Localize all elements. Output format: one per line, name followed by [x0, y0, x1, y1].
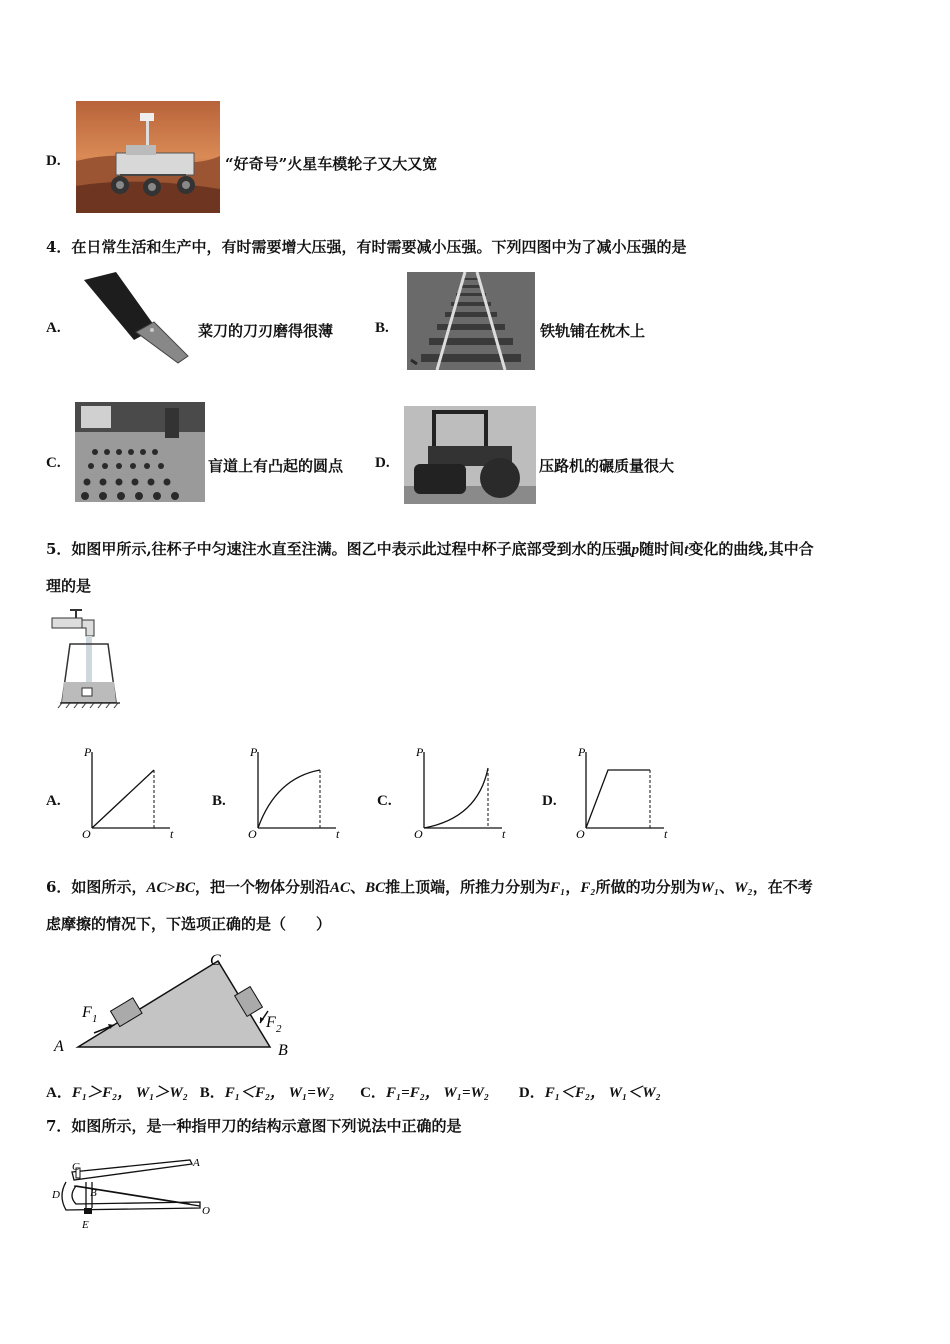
- option-letter: C.: [46, 455, 61, 471]
- question-4-stem: 4．在日常生活和生产中，有时需要增大压强，有时需要减小压强。下列四图中为了减小压强的是: [46, 238, 687, 256]
- question-6-stem-line2: 虑摩擦的情况下，下选项正确的是（ ）: [46, 915, 332, 933]
- question-6-stem-line1: [46, 876, 813, 897]
- pressure-variable: p: [631, 542, 640, 558]
- option-letter: D．: [518, 1085, 545, 1101]
- label-d: D: [52, 1189, 60, 1201]
- origin-label: O: [414, 827, 423, 840]
- stem-text: 随时间: [639, 540, 685, 558]
- label-e: E: [82, 1219, 89, 1231]
- label-a: A: [193, 1157, 200, 1169]
- option-caption: 菜刀的刀刃磨得很薄: [198, 322, 334, 340]
- mars-rover-image: [76, 101, 220, 213]
- segment-bc: BC: [365, 880, 386, 896]
- axis-label-t: t: [502, 827, 506, 840]
- option-letter: D.: [542, 793, 557, 809]
- faucet-cup-figure: [50, 604, 130, 720]
- option-letter: B．: [199, 1085, 225, 1101]
- stem-text: 推上顶端，所推力分别为: [385, 878, 551, 896]
- label-f1: F: [82, 1004, 92, 1021]
- option-text: F₁=F₂， W₁=W₂: [385, 1085, 490, 1101]
- option-letter: D.: [375, 455, 390, 471]
- option-caption: 铁轨铺在枕木上: [540, 322, 646, 340]
- graph-b: [246, 744, 346, 844]
- axis-label-t: t: [336, 827, 340, 840]
- question-5-stem-line1: [46, 538, 814, 559]
- axis-label-t: t: [170, 827, 174, 840]
- force-f1: F₁: [550, 880, 566, 896]
- label-a: A: [54, 1038, 64, 1055]
- option-text: F₁＜F₂， W₁=W₂: [224, 1085, 335, 1101]
- graph-c: [412, 744, 512, 844]
- stem-text: ，在不考: [752, 878, 813, 896]
- stem-text: ，: [565, 878, 581, 896]
- question-5-stem-line2: 理的是: [46, 577, 92, 595]
- option-letter: A．: [46, 1085, 72, 1101]
- stem-text: 、: [719, 878, 735, 896]
- stem-text: 6．如图所示，: [46, 878, 147, 896]
- condition: AC>BC: [146, 880, 196, 896]
- label-f2-sub: 2: [276, 1023, 282, 1035]
- label-b: B: [278, 1042, 288, 1059]
- incline-figure: [50, 945, 310, 1069]
- label-c: C: [210, 952, 221, 969]
- railway-track-image: [407, 272, 535, 370]
- nail-clipper-figure: [50, 1152, 220, 1240]
- label-f1-sub: 1: [92, 1013, 98, 1025]
- tactile-paving-image: [75, 402, 205, 502]
- work-w1: W₁: [700, 880, 720, 896]
- stem-text: 变化的曲线,其中合: [688, 540, 814, 558]
- graph-a: [80, 744, 180, 844]
- option-caption: “好奇号”火星车模轮子又大又宽: [225, 155, 438, 173]
- road-roller-image: [404, 406, 536, 504]
- option-caption: 盲道上有凸起的圆点: [208, 457, 344, 475]
- option-letter: C．: [360, 1085, 386, 1101]
- stem-text: 所做的功分别为: [595, 878, 701, 896]
- option-letter: C.: [377, 793, 392, 809]
- stem-text: 、: [350, 878, 366, 896]
- axis-label-p: P: [416, 745, 424, 759]
- axis-label-p: P: [84, 745, 92, 759]
- option-letter: D.: [46, 153, 61, 169]
- segment-ac: AC: [330, 880, 351, 896]
- option-letter: B.: [212, 793, 226, 809]
- label-c: C: [72, 1161, 80, 1173]
- option-text: F₁＞F₂， W₁＞W₂: [71, 1085, 188, 1101]
- option-caption: 压路机的碾质量很大: [539, 457, 675, 475]
- graph-d: [574, 744, 674, 844]
- label-b: B: [90, 1187, 97, 1199]
- option-letter: A.: [46, 793, 61, 809]
- origin-label: O: [82, 827, 91, 840]
- origin-label: O: [576, 827, 585, 840]
- question-7-stem: 7．如图所示，是一种指甲刀的结构示意图下列说法中正确的是: [46, 1117, 462, 1135]
- label-o: O: [202, 1205, 210, 1217]
- origin-label: O: [248, 827, 257, 840]
- axis-label-p: P: [250, 745, 258, 759]
- option-letter: B.: [375, 320, 389, 336]
- force-f2: F₂: [580, 880, 596, 896]
- axis-label-p: P: [578, 745, 586, 759]
- stem-text: ，把一个物体分别沿: [195, 878, 331, 896]
- work-w2: W₂: [734, 880, 753, 896]
- cleaver-image: [76, 270, 194, 365]
- label-f2: F: [266, 1014, 276, 1031]
- question-6-options: [46, 1081, 661, 1102]
- axis-label-t: t: [664, 827, 668, 840]
- option-letter: A.: [46, 320, 61, 336]
- time-variable: t: [684, 542, 689, 558]
- option-text: F₁＜F₂， W₁＜W₂: [544, 1085, 661, 1101]
- stem-text: 5．如图甲所示,往杯子中匀速注水直至注满。图乙中表示此过程中杯子底部受到水的压强: [46, 540, 632, 558]
